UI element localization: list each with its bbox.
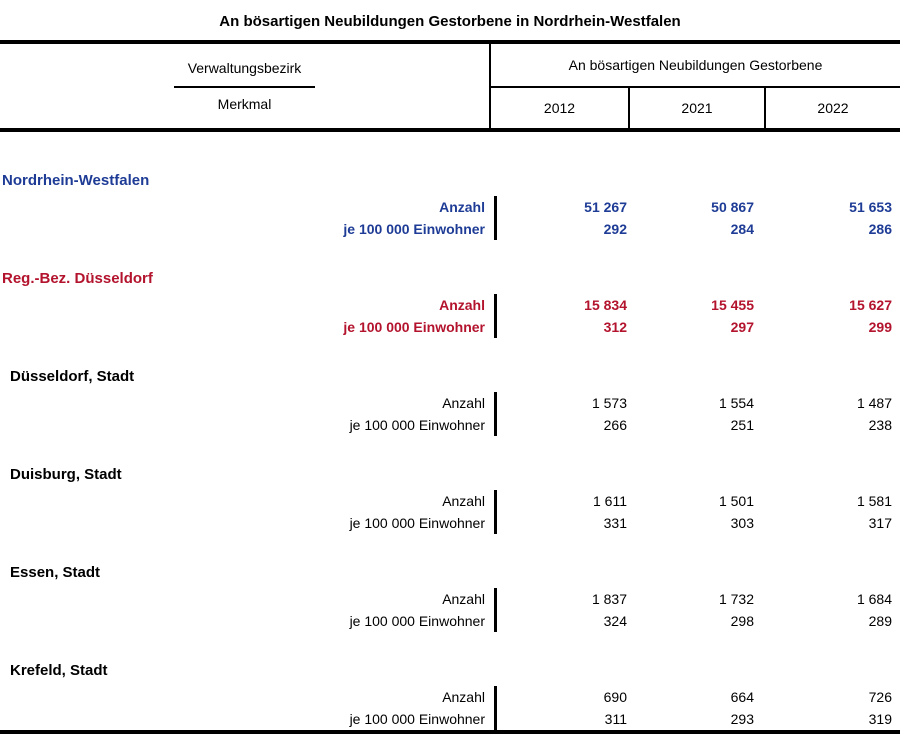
rate-values-row <box>497 512 900 534</box>
value-anzahl-2022: 726 <box>868 689 892 705</box>
anzahl-values-row <box>497 490 900 512</box>
page-title: An bösartigen Neubildungen Gestorbene in Nordrhein-Westfalen <box>219 13 681 30</box>
anzahl-values-row <box>497 196 900 218</box>
value-anzahl-2012: 1 611 <box>593 493 627 509</box>
row-label-je-100000-einwohner: je 100 000 Einwohner <box>349 515 485 531</box>
value-anzahl-2021: 1 554 <box>718 395 754 411</box>
value-anzahl-2021: 1 732 <box>718 591 754 607</box>
anzahl-values-row <box>497 686 900 708</box>
value-rate-2022: 299 <box>868 319 892 335</box>
region-rows <box>0 490 900 534</box>
values-block <box>494 588 900 632</box>
header-span-label: An bösartigen Neubildungen Gestorbene <box>491 44 900 88</box>
region-name: Nordrhein-Westfalen <box>2 172 150 189</box>
value-rate-2021: 251 <box>730 417 754 433</box>
region-rows <box>0 196 900 240</box>
values-block <box>494 490 900 534</box>
row-labels-column <box>0 490 494 534</box>
value-rate-2021: 303 <box>730 515 754 531</box>
value-rate-2012: 266 <box>603 417 627 433</box>
value-anzahl-2012: 1 573 <box>591 395 627 411</box>
region-group <box>0 368 900 436</box>
header-left-cell <box>0 44 491 128</box>
row-labels-column <box>0 294 494 338</box>
value-rate-2012: 331 <box>603 515 627 531</box>
value-anzahl-2022: 1 581 <box>856 493 892 509</box>
region-group <box>0 564 900 632</box>
rate-values-row <box>497 316 900 338</box>
region-name: Essen, Stadt <box>10 564 101 581</box>
value-rate-2022: 238 <box>868 417 892 433</box>
table-body <box>0 132 900 730</box>
rate-values-row <box>497 708 900 730</box>
region-name: Reg.-Bez. Düsseldorf <box>2 270 153 287</box>
bottom-rule <box>0 730 900 734</box>
region-rows <box>0 294 900 338</box>
value-rate-2022: 319 <box>868 711 892 727</box>
value-rate-2012: 311 <box>604 711 627 727</box>
region-group <box>0 172 900 240</box>
row-labels-column <box>0 392 494 436</box>
header-year-2012: 2012 <box>543 100 576 116</box>
header-year-2021: 2021 <box>628 88 764 128</box>
value-rate-2012: 292 <box>603 221 627 237</box>
row-label-anzahl: Anzahl <box>442 493 485 509</box>
row-label-je-100000-einwohner: je 100 000 Einwohner <box>349 613 485 629</box>
row-label-anzahl: Anzahl <box>442 591 485 607</box>
row-labels-column <box>0 196 494 240</box>
header-verwaltungsbezirk-label: Verwaltungsbezirk <box>174 60 316 88</box>
anzahl-values-row <box>497 294 900 316</box>
value-anzahl-2022: 51 653 <box>849 199 892 215</box>
row-label-je-100000-einwohner: je 100 000 Einwohner <box>349 417 485 433</box>
value-rate-2022: 289 <box>868 613 892 629</box>
rate-values-row <box>497 610 900 632</box>
region-rows <box>0 588 900 632</box>
value-anzahl-2022: 15 627 <box>849 297 892 313</box>
region-name: Duisburg, Stadt <box>10 466 122 483</box>
anzahl-values-row <box>497 588 900 610</box>
values-block <box>494 392 900 436</box>
row-label-je-100000-einwohner: je 100 000 Einwohner <box>343 221 485 237</box>
value-anzahl-2012: 1 837 <box>591 591 627 607</box>
region-rows <box>0 686 900 730</box>
region-name: Düsseldorf, Stadt <box>10 368 135 385</box>
value-rate-2022: 317 <box>868 515 892 531</box>
row-label-je-100000-einwohner: je 100 000 Einwohner <box>349 711 485 727</box>
row-labels-column <box>0 588 494 632</box>
value-rate-2021: 297 <box>730 319 754 335</box>
rate-values-row <box>497 218 900 240</box>
value-anzahl-2012: 690 <box>603 689 627 705</box>
value-rate-2012: 324 <box>603 613 627 629</box>
region-rows <box>0 392 900 436</box>
value-anzahl-2022: 1 487 <box>856 395 892 411</box>
value-anzahl-2012: 15 834 <box>584 297 627 313</box>
values-block <box>494 294 900 338</box>
row-label-anzahl: Anzahl <box>442 689 485 705</box>
value-anzahl-2021: 664 <box>730 689 754 705</box>
value-anzahl-2021: 15 455 <box>711 297 754 313</box>
value-anzahl-2012: 51 267 <box>584 199 627 215</box>
value-anzahl-2022: 1 684 <box>856 591 892 607</box>
value-rate-2021: 293 <box>730 711 754 727</box>
row-label-anzahl: Anzahl <box>439 199 485 215</box>
value-rate-2021: 284 <box>730 221 754 237</box>
header-merkmal-label: Merkmal <box>217 95 272 112</box>
header-year-2022: 2022 <box>764 88 900 128</box>
region-name: Krefeld, Stadt <box>10 662 108 679</box>
value-rate-2021: 298 <box>730 613 754 629</box>
region-group <box>0 662 900 730</box>
header-right-cell <box>491 44 900 128</box>
value-anzahl-2021: 50 867 <box>711 199 754 215</box>
value-rate-2022: 286 <box>868 221 892 237</box>
rate-values-row <box>497 414 900 436</box>
anzahl-values-row <box>497 392 900 414</box>
region-group <box>0 270 900 338</box>
row-labels-column <box>0 686 494 730</box>
values-block <box>494 196 900 240</box>
row-label-anzahl: Anzahl <box>439 297 485 313</box>
row-label-je-100000-einwohner: je 100 000 Einwohner <box>343 319 485 335</box>
region-group <box>0 466 900 534</box>
row-label-anzahl: Anzahl <box>442 395 485 411</box>
values-block <box>494 686 900 730</box>
header-years-row <box>491 88 900 128</box>
table-header <box>0 44 900 128</box>
value-rate-2012: 312 <box>603 319 627 335</box>
value-anzahl-2021: 1 501 <box>718 493 754 509</box>
